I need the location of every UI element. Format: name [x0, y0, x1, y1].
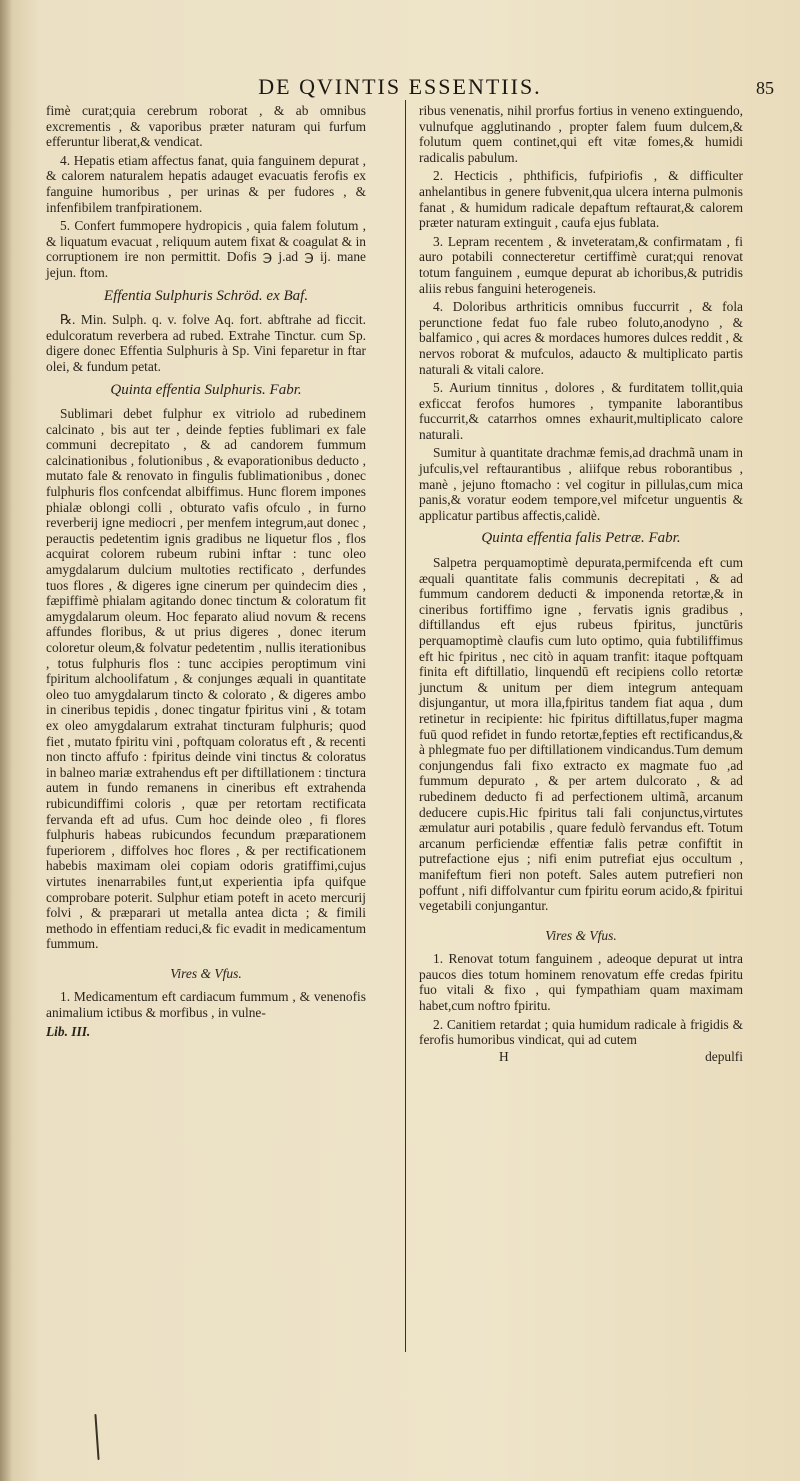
- signature-mark: H: [499, 1048, 509, 1064]
- page-number: 85: [756, 78, 774, 98]
- paragraph: 1. Medicamentum eft cardiacum fummum , & venenofis animalium ictibus & morfibus , in vulne-: [46, 989, 366, 1021]
- paragraph: Sumitur à quantitate drachmæ femis,ad drachmã unam in jufculis,vel reftaurantibus , aliifque rebus roborantibus , manè , jejuno ftomacho : vel cogitur in pillulas,cum mica panis,& voratur eodem tempore,vel mifcetur unguentis & applicatur partibus affectis,calidè.: [419, 445, 743, 523]
- paragraph: 4. Doloribus arthriticis omnibus fuccurrit , & fola perunctione fedat fuo fale rubeo foluto,anodyno , & balfamico , qui acres & mordaces humores dulces reddit , & nervos roborat & mufculos, adaucto & multiplicato partis naturali & vitali calore.: [419, 299, 743, 377]
- paragraph: ℞. Min. Sulph. q. v. folve Aq. fort. abftrahe ad ficcit. edulcoratum reverbera ad rubed. Extrahe Tinctur. cum Sp. digere donec Effentia Sulphuris à Sp. Vini feparetur in ftar olei, & fundum petat.: [46, 312, 366, 374]
- catchword: depulfi: [705, 1048, 743, 1064]
- paragraph: 5. Confert fummopere hydropicis , quia falem folutum , & liquatum evacuat , reliquum autem fixat & coagulat & in corruptionem ire non permittit. Dofis ℈ j.ad ℈ ij. mane jejun. ftom.: [46, 218, 366, 280]
- paragraph: 2. Canitiem retardat ; quia humidum radicale à frigidis & ferofis humoribus vindicat, qui ad cutem: [419, 1016, 743, 1048]
- section-heading: Quinta effentia Sulphuris. Fabr.: [110, 381, 302, 398]
- right-column: [419, 103, 743, 1067]
- paragraph: 3. Lepram recentem , & inveteratam,& confirmatam , fi auro potabili connecteretur certiffimè curat;qui renovat totum fanguinem , eumque depurat ab ichoribus,& putridis aliis rebus fanguini heterogeneis.: [419, 233, 743, 296]
- paragraph: Salpetra perquamoptimè depurata,permifcenda eft cum æquali quantitate falis communis decrepitati , & ad fummum candorem deducti & imponenda retortæ,& in cineribus fortiffimo igne , fervatis ignis gradibus , diftillandus eft ejus rubeus fpiritus, junctūris perquamoptimè claufis cum luto optimo, quia fubtiliffimus eft hic fpiritus , nec citò in aquam tranfit: itaque poftquam finita eft diftillatio, linquendū eft recipiens collo retortæ junctum & unitum per diem integrum antequam disjungantur, ut mora illa,fpiritus tandem fiat aqua , dum retinetur in recipiente: hic fpiritus diftillatus,fuper magma fuū quod refidet in fundo retortæ,fepties eft rectificandus,& à phlegmate fuo per diftillationem vindicandus.Tum demum conjungendus fali fixo extracto ex magmate fuo ,ad fummum depurato , & per artem dulcorato , & ad rubedinem deducto fi ad perfectionem ultimã, arcanum deducere cupis.Hic fpiritus tali fali conjunctus,virtutes æmulatur auri potabilis , quare fedulò fervandus eft. Totum arcanum perficiendæ effentiæ falis petræ confiftit in putrefactione ejus ; nifi enim putrefiat ejus occultum , manifeftum fieri non poteft. Sales autem putrefieri non poffunt , nifi diffolvantur cum fpiritu eorum acido,& fpiritui vegetabili conjungantur.: [419, 555, 743, 914]
- section-heading: Vires & Vfus.: [545, 927, 617, 943]
- column-rule: [405, 100, 406, 1352]
- paragraph: ribus venenatis, nihil prorfus fortius in veneno extinguendo, vulnufque agglutinando , propter falem fuum dulcem,& folutum quem continet,qui eft vitæ fomes,& humidi radicalis pabulum.: [419, 103, 743, 165]
- left-column: [46, 103, 366, 1042]
- running-head: DE QVINTIS ESSENTIIS.: [258, 74, 542, 99]
- section-heading: Vires & Vfus.: [170, 965, 242, 981]
- paragraph: 5. Aurium tinnitus , dolores , & furditatem tollit,quia exficcat ferofos humores , tympanite laborantibus fuccurrit,& catarrhos omnes exhaurit,multiplicato calore naturali.: [419, 380, 743, 442]
- paragraph: 4. Hepatis etiam affectus fanat, quia fanguinem depurat , & calorem naturalem hepatis adauget evacuatis ferofis ex fanguine humoribus , per urinas & per fudores , & infenfibilem tranfpirationem.: [46, 152, 366, 215]
- section-heading: Quinta effentia falis Petræ. Fabr.: [481, 530, 681, 547]
- signature-line: Lib. III.: [46, 1023, 91, 1039]
- section-heading: Effentia Sulphuris Schröd. ex Baf.: [103, 287, 309, 304]
- paragraph: Sublimari debet fulphur ex vitriolo ad rubedinem calcinato , bis aut ter , deinde fepties fublimari ex fale communi decrepitato , & ad candorem fummum calcinationibus , folutionibus , & evaporationibus deducto , mutato fale & renovato in fingulis fublimationibus , donec fulphuris flos confcendat albiffimus. Hunc florem impones phialæ oblongi colli , obturato vafis ofculo , in furno reverberij igne mediocri , per menfem integrum,aut donec , perauctis pedetentim ignis gradibus ne liquetur flos , flos acquirat colorem rubeum rubini inftar : tunc oleo amygdalarum dulcium multoties rectificato , derfundes tuos flores , & digeres igne cinerum per quindecim dies , fæpiffimè phialam agitando donec tinctum & coloratum fit amygdalarum oleum. Hoc feparato aliud novum & recens affundes floribus, & ut prius digeres , donec iterum coloretur oleum,& folvatur pedetentim , nullis iterationibus , totus fulphuris flos : tunc accipies peroptimum vini fpiritum alchoolifatum , & conjunges æquali in quantitate oleo tuo amygdalarum tincto & colorato , & digeres ambo in cineribus tepidis , donec tingatur fpiritus vini , & totam ex oleo amygdalarum extrahat tincturam fulphuris; quod fiet , mutato fpiritu vini , poftquam coloratus eft , & recenti non tincto affufo : fpiritus deinde vini tinctus & coloratus in balneo mariæ extrahendus eft per diftillationem : tinctura autem in fundo remanens in cineribus eft extrahenda rubicundiffimi coloris , quæ per retortam rectificata fervanda eft ad ufus. Cum hoc deinde oleo , fi flores fulphuris habeas rubicundos fecundum præparationem fuperiorem , diffolves hoc flores , & per rectificationem habebis maximam olei copiam odoris gratiffimi,cujus virtutes inenarrabiles funt,ut experientia ipfa quifque comprobare poterit. Sulphur etiam poteft in aceto mercurij folvi , & præparari ut metalla antea dicta ; & fimili methodo in effentiam reduci,& fic evadit in medicamentum fummum.: [46, 406, 366, 952]
- paragraph: 1. Renovat totum fanguinem , adeoque depurat ut intra paucos dies totum hominem renovatum effe credas fpiritu fuo vitali & fixo , qui fympathiam quam maximam habet,cum noftro fpiritu.: [419, 951, 743, 1014]
- ink-mark: [94, 1414, 99, 1460]
- binding-shadow: [0, 0, 12, 1481]
- paragraph: fimè curat;quia cerebrum roborat , & ab omnibus excrementis , & vaporibus præter naturam qui furfum efferuntur liberat,& vendicat.: [46, 103, 366, 150]
- paragraph: 2. Hecticis , phthificis, fufpiriofis , & difficulter anhelantibus in genere fubvenit,qua ulcera interna pulmonis fanat , & humidum radicale depaftum reftaurat,& calorem præter naturam extinguit , caufa ejus fublata.: [419, 168, 743, 231]
- catchword-line: [419, 1049, 743, 1065]
